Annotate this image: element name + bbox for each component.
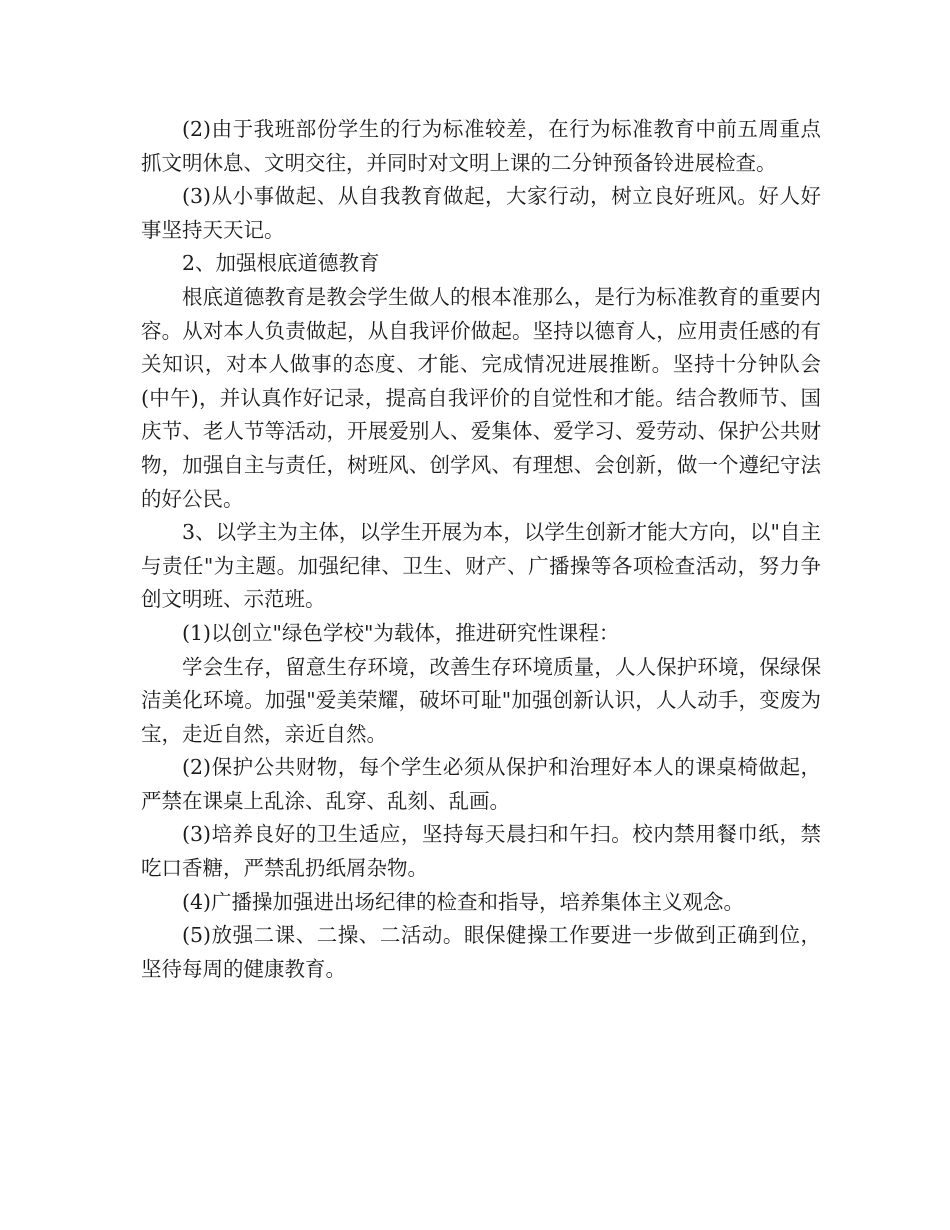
section-heading-basic-morals: 2、加强根底道德教育 xyxy=(182,251,380,276)
paragraph-behavior-standard: (2)由于我班部份学生的行为标准较差，在行为标准教育中前五周重点抓文明休息、文明交往，并同时对文明上课的二分钟预备铃进展检查。 xyxy=(141,117,821,175)
paragraph-public-property: (2)保护公共财物，每个学生必须从保护和治理好本人的课桌椅做起，严禁在课桌上乱涂、乱穿、乱刻、乱画。 xyxy=(141,755,821,813)
section-heading-student-subject: 3、以学主为主体，以学生开展为本，以学生创新才能大方向，以"自主与责任"为主题。加强纪律、卫生、财产、广播操等各项检查活动，努力争创文明班、示范班。 xyxy=(141,520,821,612)
paragraph-environment: 学会生存，留意生存环境，改善生存环境质量，人人保护环境，保绿保洁美化环境。加强"爱美荣耀，破坏可耻"加强创新认识，人人动手，变废为宝，走近自然，亲近自然。 xyxy=(141,654,821,746)
paragraph-broadcast-exercise: (4)广播操加强进出场纪律的检查和指导，培养集体主义观念。 xyxy=(182,889,745,914)
paragraph-green-school: (1)以创立"绿色学校"为载体，推进研究性课程： xyxy=(182,620,620,645)
paragraph-hygiene: (3)培养良好的卫生适应，坚持每天晨扫和午扫。校内禁用餐巾纸，禁吃口香糖，严禁乱扔纸屑杂物。 xyxy=(141,822,821,881)
document-body xyxy=(141,113,821,986)
paragraph-start-small: (3)从小事做起、从自我教育做起，大家行动，树立良好班风。好人好事坚持天天记。 xyxy=(141,184,821,242)
paragraph-health-education: (5)放强二课、二操、二活动。眼保健操工作要进一步做到正确到位，坚待每周的健康教育。 xyxy=(141,923,821,981)
paragraph-basic-morals: 根底道德教育是教会学生做人的根本准那么，是行为标准教育的重要内容。从对本人负责做起，从自我评价做起。坚持以德育人，应用责任感的有关知识，对本人做事的态度、才能、完成情况进展推断。坚持十分钟队会(中午)，并认真作好记录，提高自我评价的自觉性和才能。结合教师节、国庆节、老人节等活动，开展爱别人、爱集体、爱学习、爱劳动、保护公共财物，加强自主与责任，树班风、创学风、有理想、会创新，做一个遵纪守法的好公民。 xyxy=(141,284,821,511)
